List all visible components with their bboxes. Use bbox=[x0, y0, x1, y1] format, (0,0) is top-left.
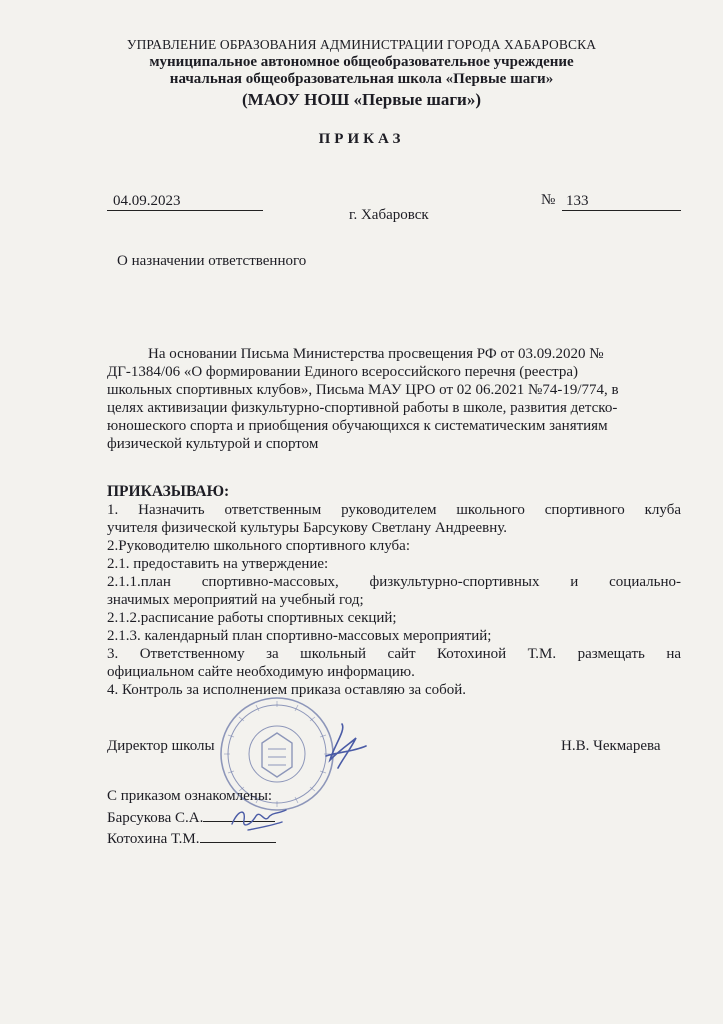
basis-line: юношеского спорта и приобщения обучающихся к систематическим занятиям bbox=[107, 418, 608, 434]
acknowledgement-label: С приказом ознакомлены: bbox=[107, 788, 273, 804]
order-heading: ПРИКАЗЫВАЮ: bbox=[107, 483, 230, 500]
basis-line: школьных спортивных клубов», Письма МАУ ЦРО от 02 06.2021 №74-19/774, в bbox=[107, 382, 619, 398]
order-item: 2.1.1.план спортивно-массовых, физкультурно-спортивных и социально- bbox=[107, 574, 681, 590]
order-item: учителя физической культуры Барсукову Светлану Андреевну. bbox=[107, 520, 508, 536]
order-city: г. Хабаровск bbox=[349, 207, 429, 223]
organization-line-1: муниципальное автономное общеобразовательное учреждение bbox=[149, 54, 574, 70]
order-item: 4. Контроль за исполнением приказа оставляю за собой. bbox=[107, 682, 467, 698]
director-label: Директор школы bbox=[107, 738, 215, 754]
organization-name bbox=[0, 54, 723, 88]
order-item: значимых мероприятий на учебный год; bbox=[107, 592, 364, 608]
basis-paragraph bbox=[107, 345, 681, 453]
document-title: ПРИКАЗ bbox=[318, 131, 405, 147]
department-header: УПРАВЛЕНИЕ ОБРАЗОВАНИЯ АДМИНИСТРАЦИИ ГОРОДА ХАБАРОВСКА bbox=[126, 37, 597, 52]
basis-line: физической культурой и спортом bbox=[107, 436, 319, 452]
order-subject: О назначении ответственного bbox=[117, 253, 307, 269]
order-item: 2.1. предоставить на утверждение: bbox=[107, 556, 329, 572]
order-item: 2.Руководителю школьного спортивного клуба: bbox=[107, 538, 410, 554]
signature-line bbox=[200, 829, 276, 843]
order-item: официальном сайте необходимую информацию. bbox=[107, 664, 415, 680]
basis-line: целях активизации физкультурно-спортивной работы в школе, развития детско- bbox=[107, 400, 618, 416]
order-number: 133 bbox=[562, 192, 681, 211]
organization-line-2: начальная общеобразовательная школа «Первые шаги» bbox=[169, 71, 554, 87]
director-name: Н.В. Чекмарева bbox=[561, 738, 661, 754]
order-item: 2.1.3. календарный план спортивно-массовых мероприятий; bbox=[107, 628, 492, 644]
order-item: 2.1.2.расписание работы спортивных секций; bbox=[107, 610, 397, 626]
order-items bbox=[107, 483, 681, 699]
signatory-name: Барсукова С.А. bbox=[107, 810, 204, 826]
order-date: 04.09.2023 bbox=[107, 192, 263, 211]
order-number-label: № bbox=[541, 192, 556, 208]
signatory-name: Котохина Т.М. bbox=[107, 831, 200, 847]
order-item: 1. Назначить ответственным руководителем школьного спортивного клуба bbox=[107, 502, 681, 518]
order-item: 3. Ответственному за школьный сайт Котохиной Т.М. размещать на bbox=[107, 646, 681, 662]
organization-short-name: (МАОУ НОШ «Первые шаги») bbox=[242, 90, 481, 109]
basis-line: ДГ-1384/06 «О формировании Единого всероссийского перечня (реестра) bbox=[107, 364, 579, 380]
signatory-row bbox=[107, 829, 276, 848]
basis-line: На основании Письма Министерства просвещения РФ от 03.09.2020 № bbox=[148, 346, 604, 362]
director-signature-icon bbox=[312, 716, 372, 776]
